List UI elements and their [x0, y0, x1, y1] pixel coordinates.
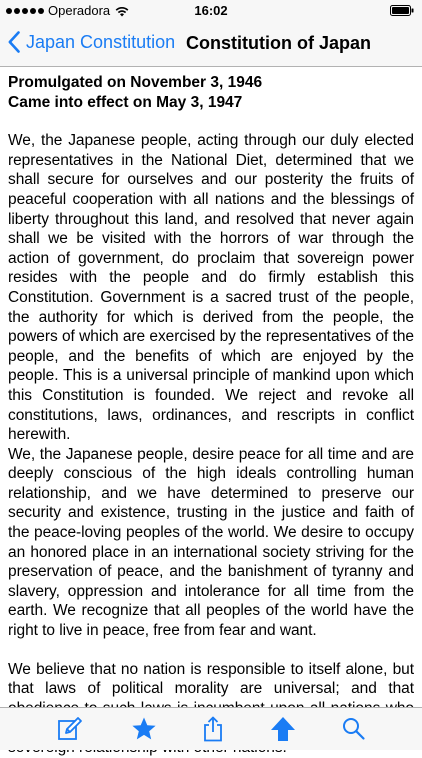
status-time: 16:02 [194, 3, 228, 18]
preamble-paragraph-1: We, the Japanese people, acting through our duly elected representatives in the National Diet, determined that we shall secure for ourselves and our posterity the fruits of peaceful cooperation with all nations and the blessings of liberty throughout this land, and resolved that never again shall we be visited with the horrors of war through the action of government, do proclaim that sovereign power resides with the people and do firmly establish this Constitution. Government is a sacred trust of the people, the authority for which is derived from the people, the powers of which are exercised by the representatives of the people, and the benefits of which are enjoyed by the people. This is a universal principle of mankind upon which this Constitution is founded. We reject and revoke all constitutions, laws, ordinances, and rescripts in conflict herewith. [8, 132, 414, 444]
compose-icon [56, 716, 84, 742]
page-title: Constitution of Japan [186, 33, 371, 53]
status-bar [0, 0, 422, 22]
search-icon [340, 716, 368, 742]
preamble-paragraph-2: We, the Japanese people, desire peace for all time and are deeply conscious of the high ideals controlling human relationship, and we have determined to preserve our security and existence, trusting in the justice and faith of the peace-loving peoples of the world. We desire to occupy an honored place in an international society striving for the preservation of peace, and the banishment of tyranny and slavery, oppression and intolerance for all time from the earth. We recognize that all peoples of the world have the right to live in peace, free from fear and want. [8, 445, 414, 640]
search-button[interactable] [340, 716, 368, 742]
navigation-bar [0, 22, 422, 67]
bottom-toolbar [0, 707, 422, 750]
share-button[interactable] [199, 716, 227, 742]
carrier-name: Operadora [48, 3, 111, 18]
arrow-up-icon [269, 716, 297, 742]
effective-date: Came into effect on May 3, 1947 [8, 93, 243, 111]
favorite-button[interactable] [130, 716, 158, 742]
scroll-to-top-button[interactable] [269, 716, 297, 742]
share-icon [199, 716, 227, 742]
promulgation-date: Promulgated on November 3, 1946 [8, 74, 263, 91]
document-scroll-view[interactable] [0, 67, 422, 708]
document-body [0, 67, 422, 758]
battery-icon [390, 5, 414, 16]
back-button[interactable] [8, 31, 175, 53]
back-button-label: Japan Constitution [26, 31, 176, 52]
star-icon [130, 716, 158, 742]
preamble-paragraph-3: We believe that no nation is responsible to itself alone, but that laws of political morality are universal; and that [8, 660, 414, 698]
compose-button[interactable] [56, 716, 84, 742]
promulgation-header [8, 73, 414, 112]
chevron-left-icon [8, 31, 20, 53]
